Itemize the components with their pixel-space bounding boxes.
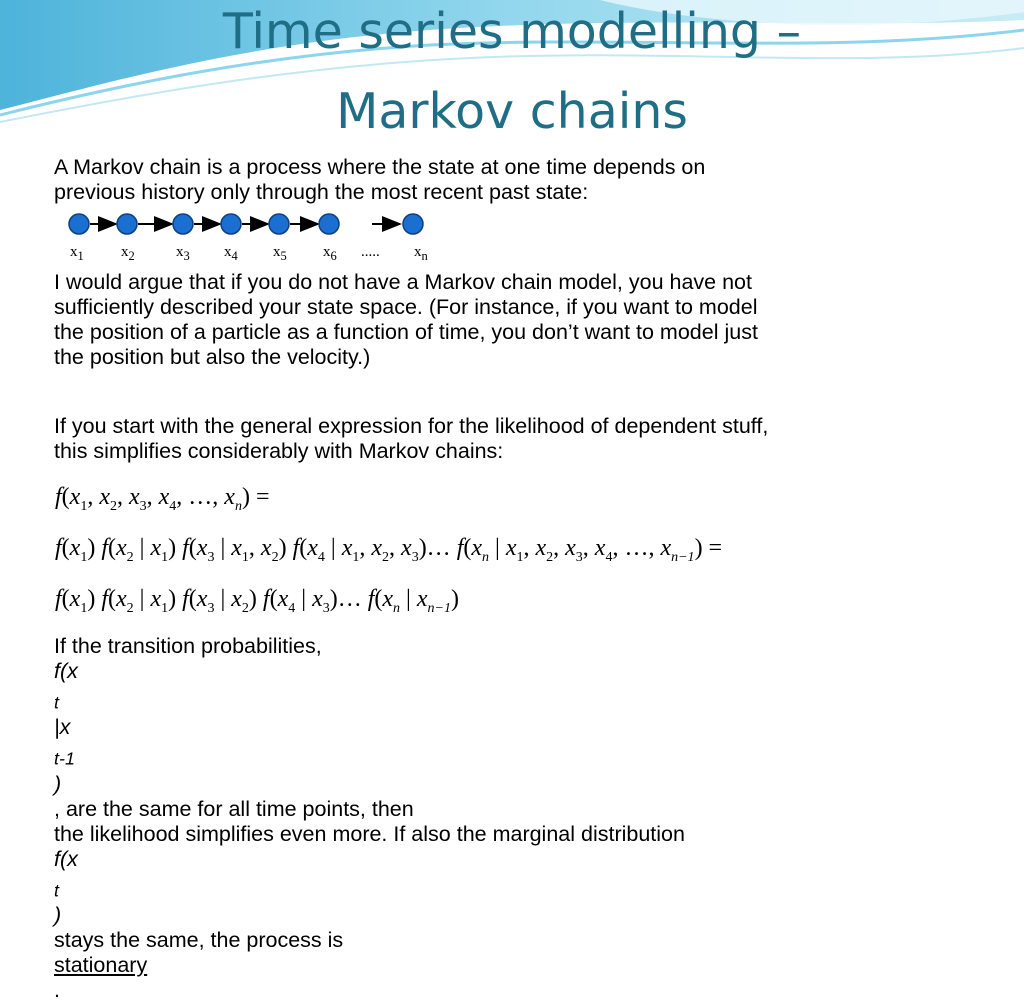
chain-label-x2: $x_2$ xyxy=(121,244,135,263)
equation-line-3: $f(x_1)$ $f(x_2$ | $x_1$) $f(x_3$ | $x_2$) $f(x_4$ | $x_3)\dots$ $f(x_n$ | $x_{n-1}$) xyxy=(55,586,459,616)
chain-label-ellipsis: ..... xyxy=(361,244,380,260)
chain-node-x3 xyxy=(173,214,193,234)
title-line-2: Markov chains xyxy=(336,83,688,140)
chain-label-x6: $x_6$ xyxy=(323,244,337,263)
chain-label-x1: $x_1$ xyxy=(70,244,84,263)
argue-line-1: I would argue that if you do not have a Markov chain model, you have not xyxy=(54,270,752,294)
transition-line-1: If the transition probabilities, f(x $_t$ |x $_{t-1}$ ) , are the same for all time points, then xyxy=(54,634,414,821)
chain-label-x3: $x_3$ xyxy=(176,244,190,263)
chain-label-x5: $x_5$ xyxy=(273,244,287,263)
intro-line-2: previous history only through the most recent past state: xyxy=(54,180,589,204)
chain-node-x4 xyxy=(221,214,241,234)
intro-line-1: A Markov chain is a process where the state at one time depends on xyxy=(54,155,706,179)
argue-line-3: the position of a particle as a function of time, you don’t want to model just xyxy=(54,320,758,344)
likelihood-paragraph xyxy=(54,414,974,464)
intro-paragraph xyxy=(54,155,974,205)
transition-line-3: stays the same, the process is stationary . xyxy=(54,928,974,1003)
chain-node-x6 xyxy=(319,214,339,234)
chain-node-xn xyxy=(403,214,423,234)
likelihood-line-2: this simplifies considerably with Markov chains: xyxy=(54,439,504,463)
argue-paragraph xyxy=(54,270,974,370)
markov-chain-diagram xyxy=(60,208,460,270)
transition-paragraph xyxy=(54,634,974,1003)
title-line-1: Time series modelling – xyxy=(222,3,802,60)
equation-line-2: $f(x_1)$ $f(x_2$ | $x_1$) $f(x_3$ | $x_1$, $x_2$) $f(x_4$ | $x_1$, $x_2$, $x_3)\dots$ $f(x_n$ | $x_1$, $x_2$, $x_3$, $x_4$, …, $x_{n-1}$) = xyxy=(55,535,723,565)
chain-node-x2 xyxy=(117,214,137,234)
likelihood-line-1: If you start with the general expression for the likelihood of dependent stuff, xyxy=(54,414,769,438)
chain-node-x1 xyxy=(69,214,89,234)
stationary-term: stationary xyxy=(54,952,148,977)
argue-line-4: the position but also the velocity.) xyxy=(54,345,371,369)
transition-line-2: the likelihood simplifies even more. If also the marginal distribution f(x $_t$ ) xyxy=(54,821,685,927)
chain-label-xn: $x_n$ xyxy=(414,244,428,263)
chain-label-x4: $x_4$ xyxy=(224,244,238,263)
equation-line-1: $f(x_1$, $x_2$, $x_3$, $x_4$, …, $x_n$) = xyxy=(55,484,270,514)
argue-line-2: sufficiently described your state space. (For instance, if you want to model xyxy=(54,295,758,319)
chain-node-x5 xyxy=(269,214,289,234)
